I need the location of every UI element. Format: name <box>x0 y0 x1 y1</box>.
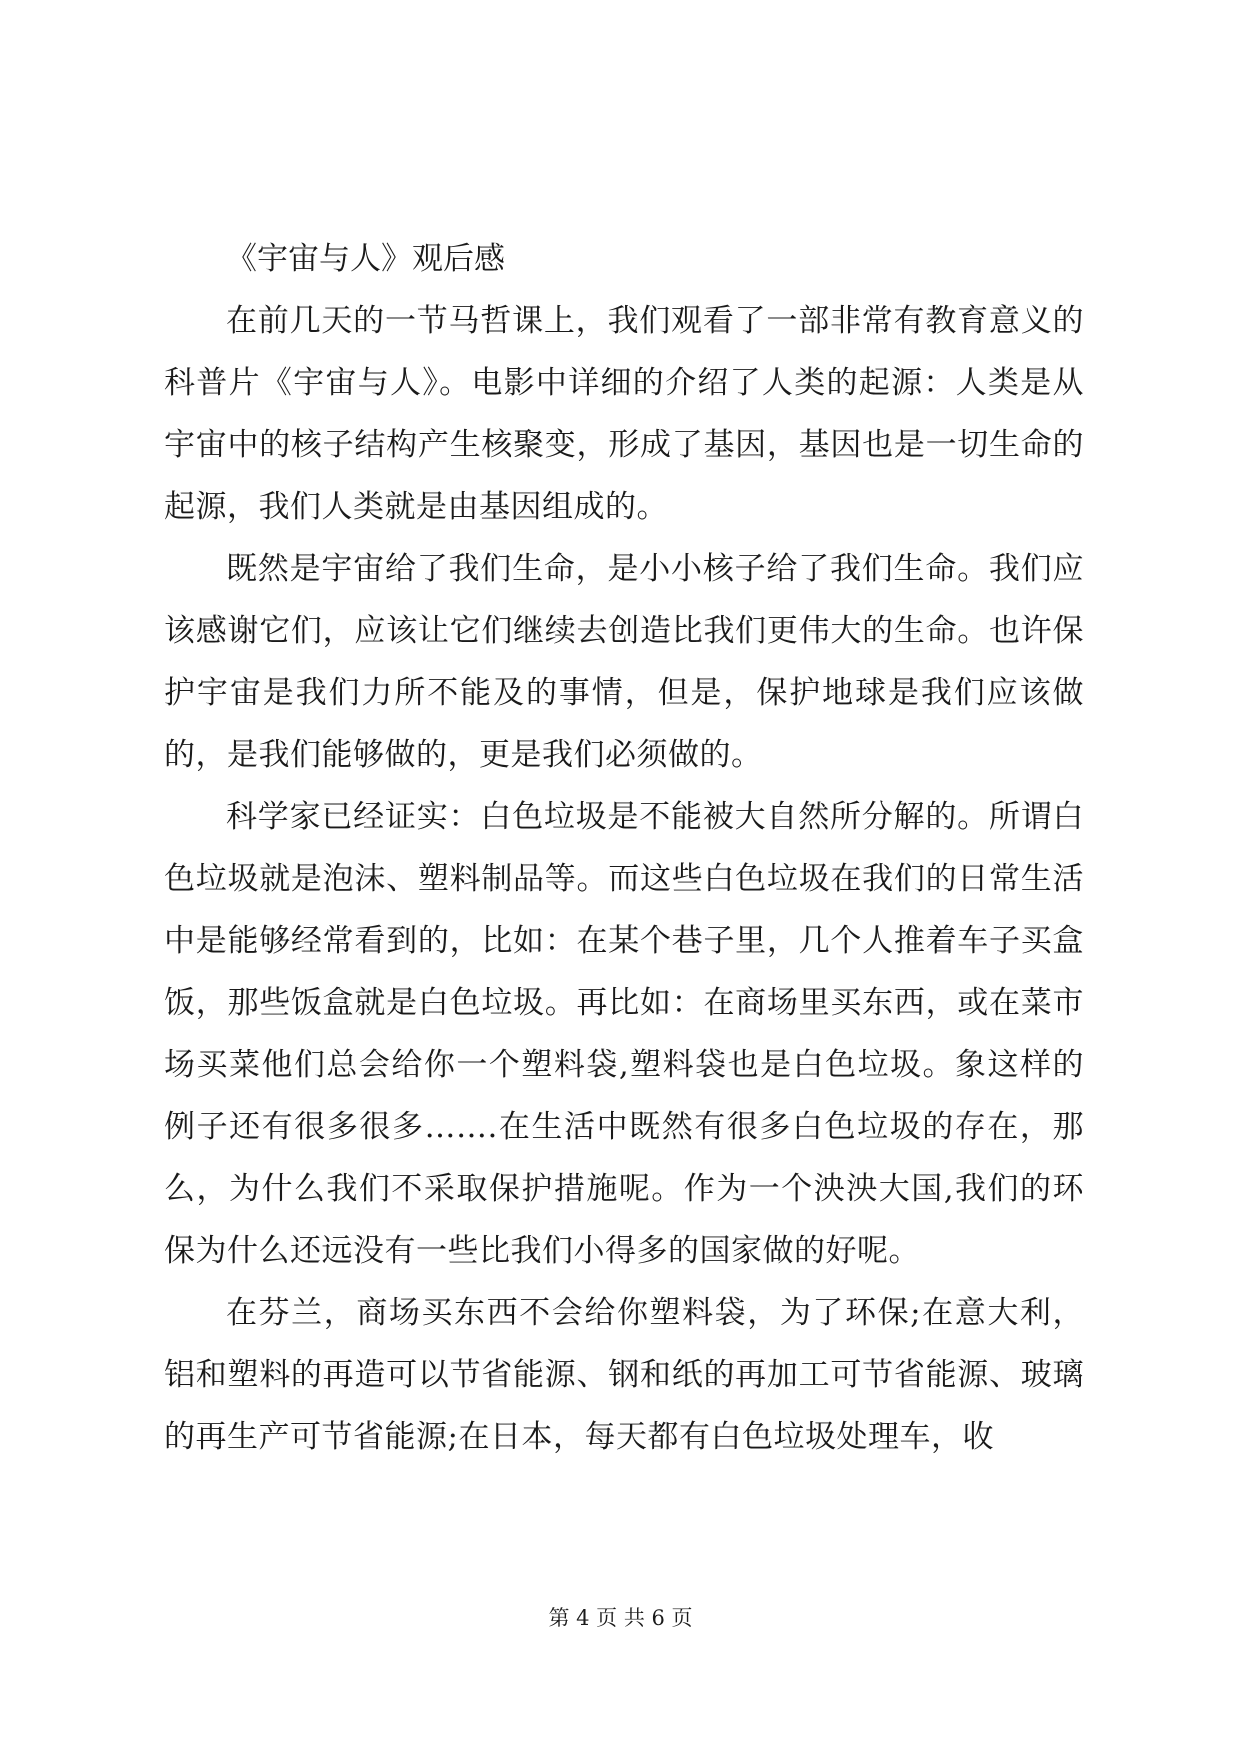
paragraph: 既然是宇宙给了我们生命，是小小核子给了我们生命。我们应该感谢它们，应该让它们继续去创造比我们更伟大的生命。也许保护宇宙是我们力所不能及的事情，但是，保护地球是我们应该做的，是我们能够做的，更是我们必须做的。 <box>164 551 1084 773</box>
document-title: 《宇宙与人》观后感 <box>226 241 505 277</box>
document-body <box>164 228 1084 1468</box>
paragraph: 科学家已经证实：白色垃圾是不能被大自然所分解的。所谓白色垃圾就是泡沫、塑料制品等。而这些白色垃圾在我们的日常生活中是能够经常看到的，比如：在某个巷子里，几个人推着车子买盒饭，那些饭盒就是白色垃圾。再比如：在商场里买东西，或在菜市场买菜他们总会给你一个塑料袋,塑料袋也是白色垃圾。象这样的例子还有很多很多…….在生活中既然有很多白色垃圾的存在，那么，为什么我们不采取保护措施呢。作为一个泱泱大国,我们的环保为什么还远没有一些比我们小得多的国家做的好呢。 <box>164 799 1084 1269</box>
page-number-footer: 第 4 页 共 6 页 <box>548 1606 693 1630</box>
paragraph: 在芬兰，商场买东西不会给你塑料袋，为了环保;在意大利，铝和塑料的再造可以节省能源、钢和纸的再加工可节省能源、玻璃的再生产可节省能源;在日本，每天都有白色垃圾处理车，收 <box>164 1295 1084 1455</box>
paragraph: 在前几天的一节马哲课上，我们观看了一部非常有教育意义的科普片《宇宙与人》。电影中详细的介绍了人类的起源：人类是从宇宙中的核子结构产生核聚变，形成了基因，基因也是一切生命的起源，我们人类就是由基因组成的。 <box>164 303 1084 525</box>
